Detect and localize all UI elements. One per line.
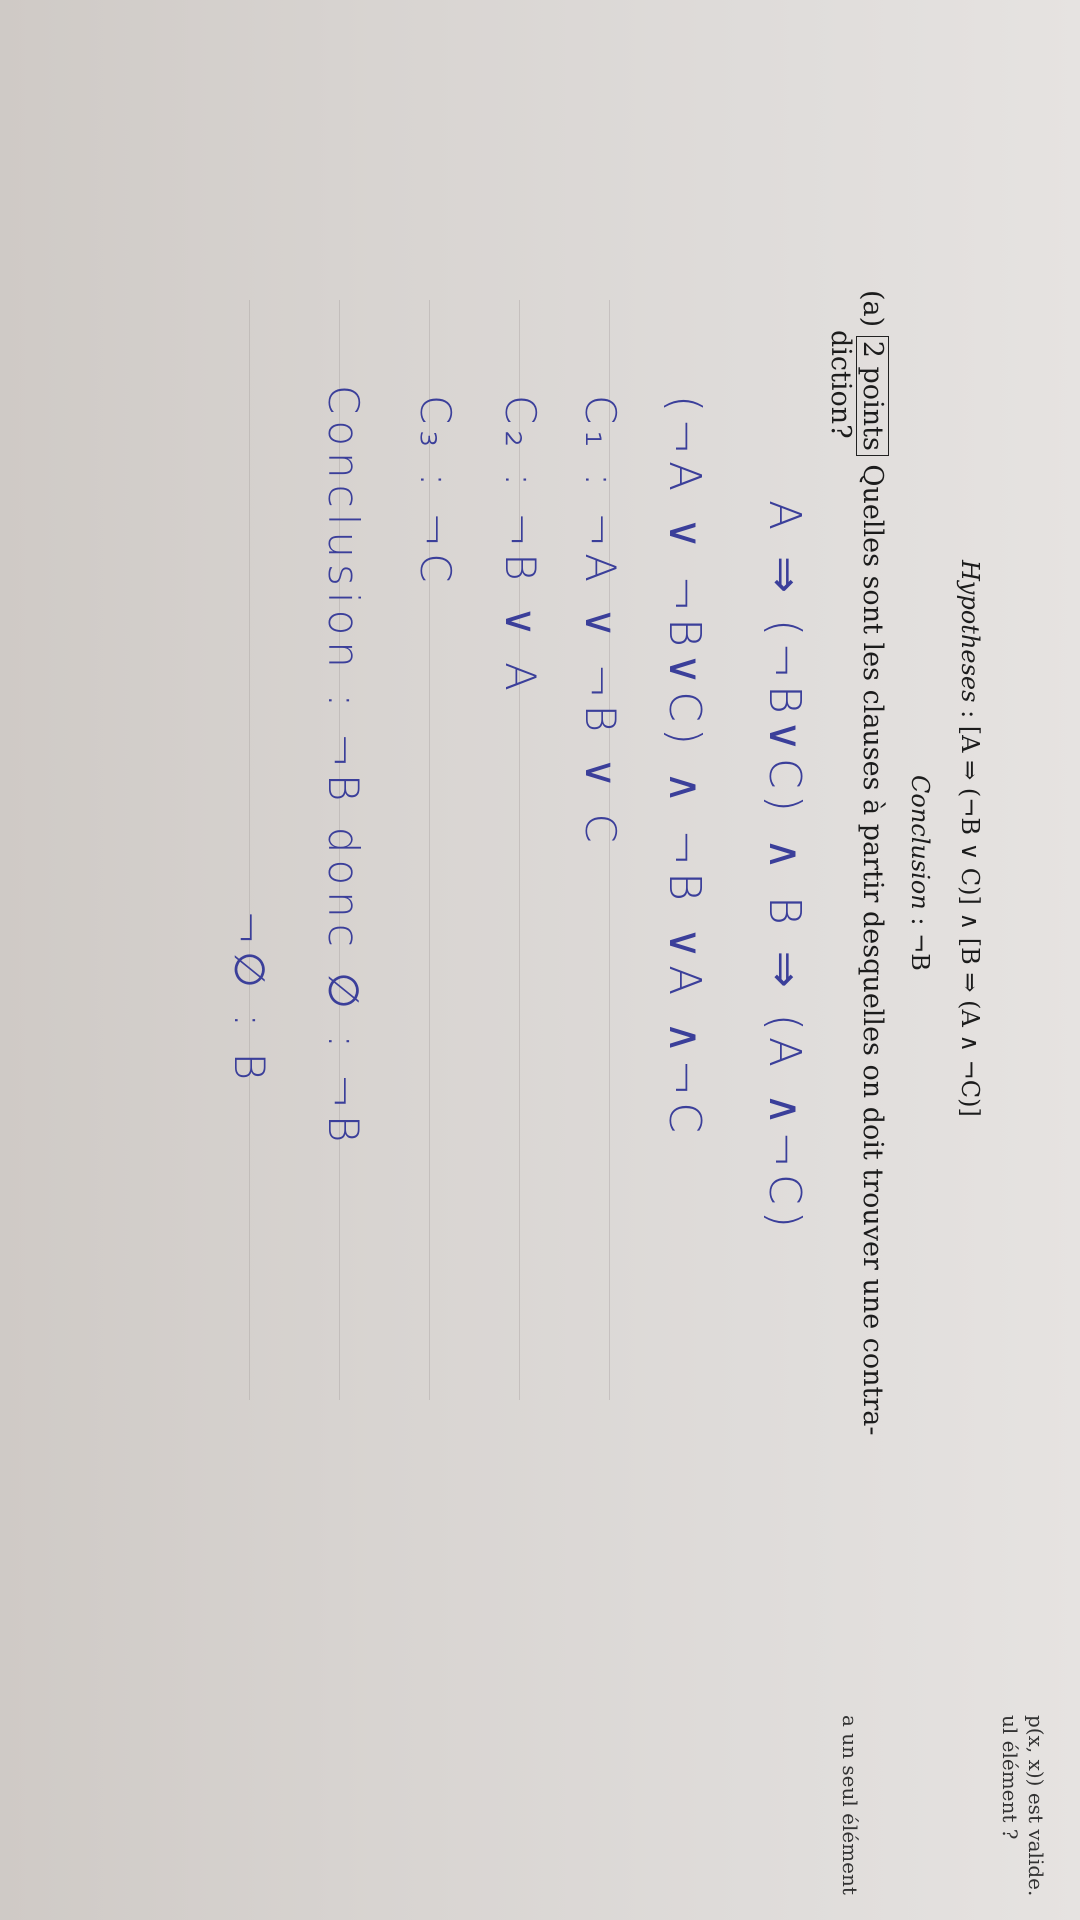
question-text-line2: diction? (825, 330, 856, 439)
hypotheses-formula: : [A ⇒ (¬B ∨ C)] ∧ [B ⇒ (A ∧ ¬C)] (956, 710, 984, 1117)
handwritten-line-1: A ⇒ (¬B∨C) ∧ B ⇒ (A ∧¬C) (759, 500, 810, 1234)
ruled-line (249, 300, 250, 1400)
question-a (857, 290, 888, 1436)
hypotheses-label: Hypotheses (956, 560, 984, 703)
margin-text-2: ul élément ? (998, 1715, 1022, 1840)
question-marker: (a) (857, 290, 888, 328)
margin-text-1: p(x, x)) est valide. (1024, 1715, 1048, 1897)
points-box: 2 points (856, 336, 889, 456)
question-text-line1: Quelles sont les clauses à partir desquelles on doit trouver une contra- (857, 464, 888, 1436)
handwritten-line-4: C₂ : ¬B ∨ A (496, 395, 545, 697)
conclusion-line (906, 775, 934, 971)
conclusion-label: Conclusion (906, 775, 934, 910)
conclusion-formula: : ¬B (906, 917, 934, 971)
handwritten-line-3: C₁ : ¬A ∨ ¬B ∨ C (576, 395, 625, 849)
margin-text-3: a un seul élément (838, 1715, 862, 1895)
handwritten-line-7: ¬∅ : B (225, 910, 274, 1087)
handwritten-line-6: Conclusion : ¬B donc ∅ : ¬B (319, 385, 368, 1149)
hypotheses-line (956, 560, 984, 1117)
handwritten-line-2: (¬A ∨ ¬B∨C) ∧ ¬B ∨A ∧¬C (659, 395, 710, 1140)
handwritten-line-5: C₃ : ¬C (411, 395, 460, 589)
